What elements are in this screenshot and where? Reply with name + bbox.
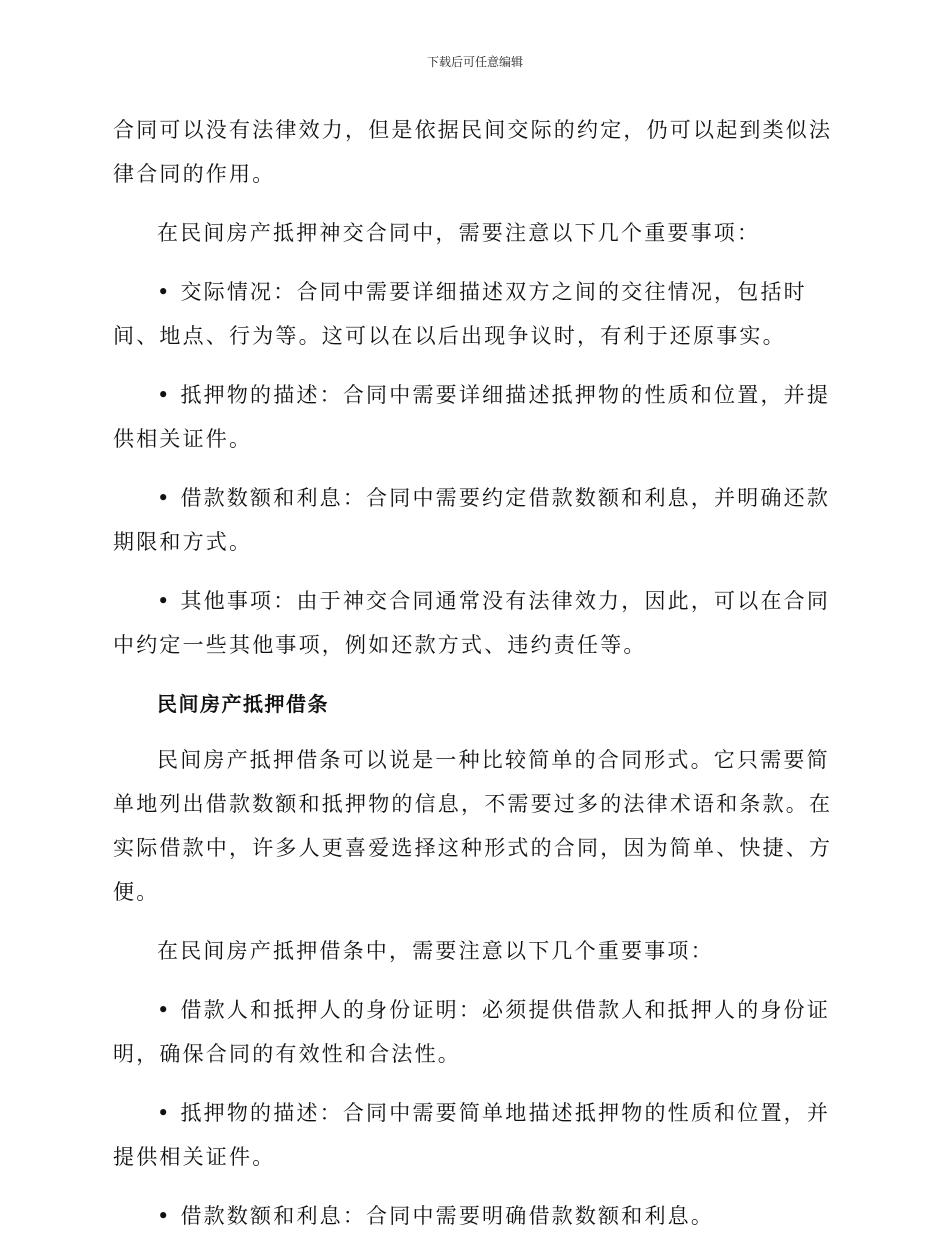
paragraph-iou-notes-intro: 在民间房产抵押借条中，需要注意以下几个重要事项： (157, 939, 714, 963)
page-header: 下载后可任意编辑 (426, 55, 523, 69)
bullet-item-loan-terms: • 借款数额和利息：合同中需要明确借款数额和利息。 (157, 1204, 715, 1228)
bullet-item-interaction: • 交际情况：合同中需要详细描述双方之间的交往情况，包括时间、地点、行为等。这可以在以后出现争议时，有利于还原事实。 (113, 280, 807, 348)
bullet-item-other-matters: • 其他事项：由于神交合同通常没有法律效力，因此，可以在合同中约定一些其他事项，例如还款方式、违约责任等。 (113, 589, 831, 657)
bullet-item-identity-proof: • 借款人和抵押人的身份证明：必须提供借款人和抵押人的身份证明，确保合同的有效性和合法性。 (113, 998, 831, 1066)
bullet-item-collateral-description: • 抵押物的描述：合同中需要详细描述抵押物的性质和位置，并提供相关证件。 (113, 383, 831, 451)
section-heading: 民间房产抵押借条 (157, 692, 329, 716)
paragraph-notes-intro: 在民间房产抵押神交合同中，需要注意以下几个重要事项： (157, 221, 761, 245)
bullet-item-collateral-brief: • 抵押物的描述：合同中需要简单地描述抵押物的性质和位置，并提供相关证件。 (113, 1101, 831, 1169)
bullet-item-loan-amount-interest: • 借款数额和利息：合同中需要约定借款数额和利息，并明确还款期限和方式。 (113, 486, 831, 554)
paragraph-iou-description: 民间房产抵押借条可以说是一种比较简单的合同形式。它只需要简单地列出借款数额和抵押物的信息，不需要过多的法律术语和条款。在实际借款中，许多人更喜爱选择这种形式的合同，因为简单、快捷、方便。 (113, 748, 833, 904)
paragraph-intro-continuation: 合同可以没有法律效力，但是依据民间交际的约定，仍可以起到类似法律合同的作用。 (113, 118, 833, 186)
document-body (113, 108, 833, 1253)
